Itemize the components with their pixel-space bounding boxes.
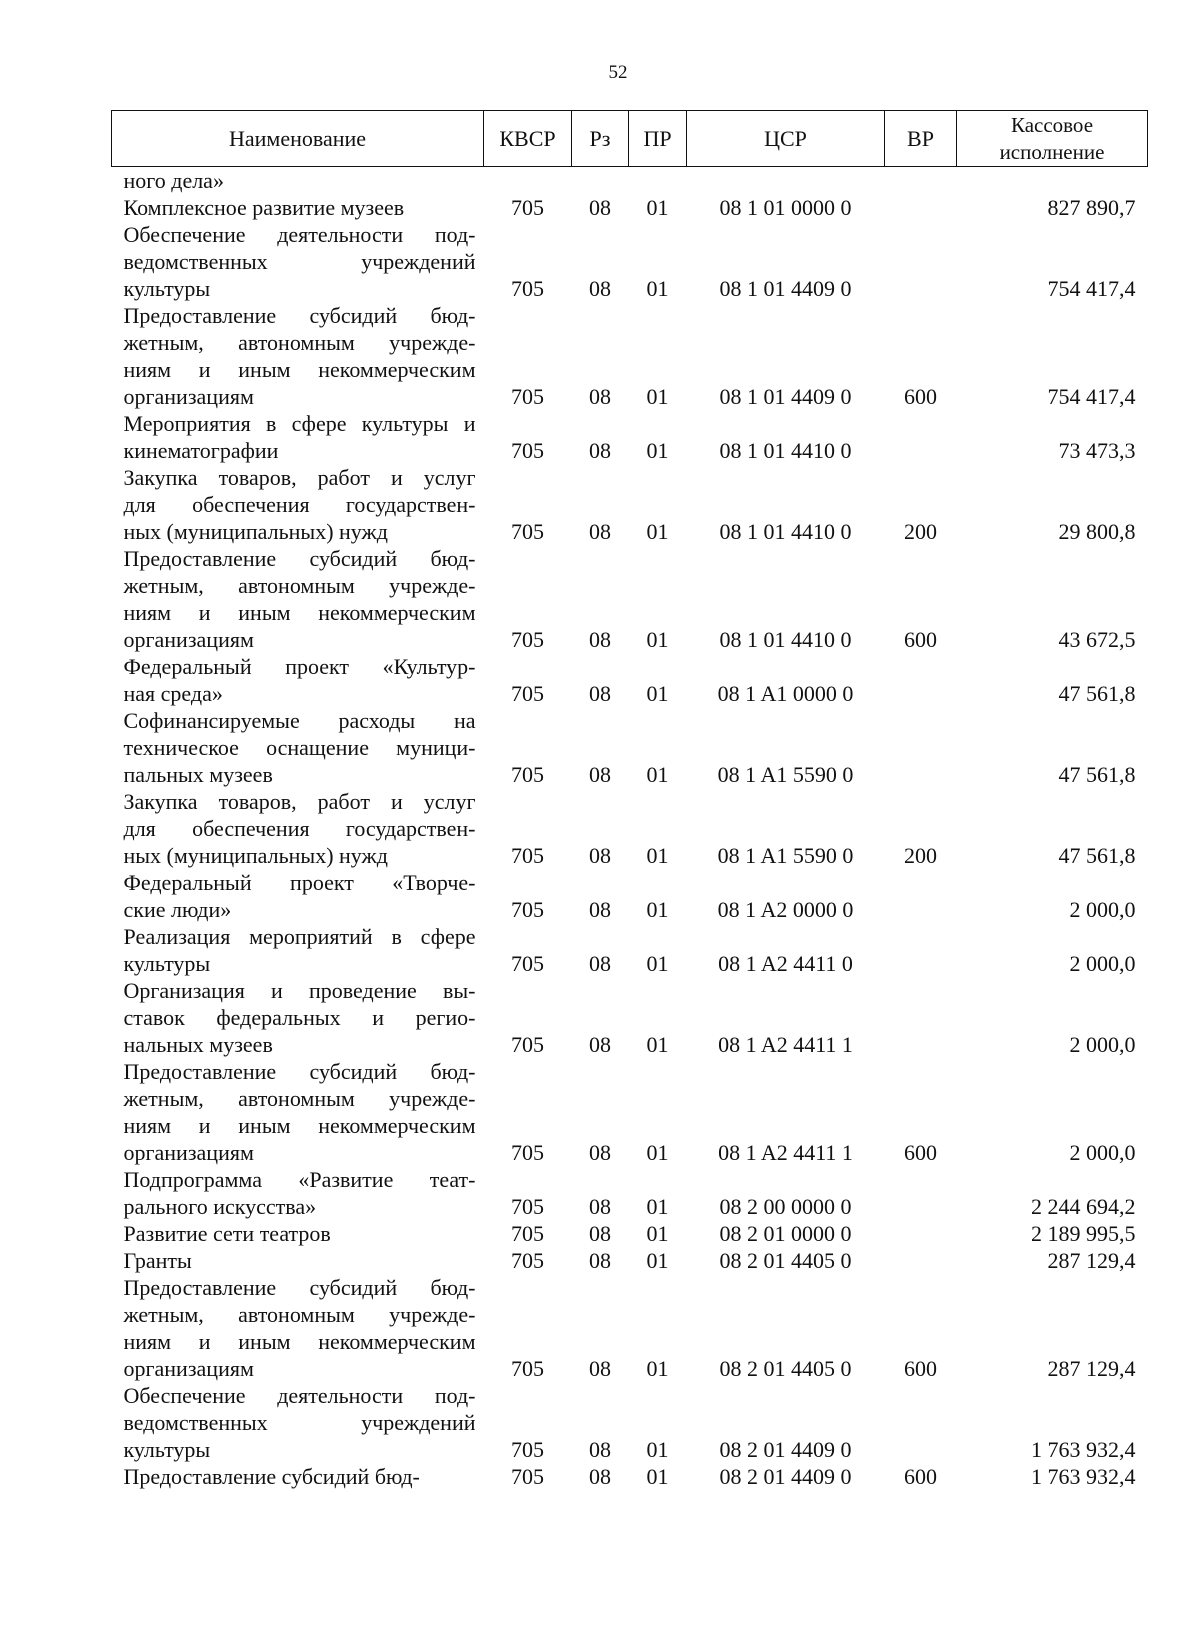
cell-name-line: Софинансируемые расходы на [123, 708, 476, 733]
cell-name [112, 977, 484, 1058]
header-name: Наименование [112, 111, 484, 167]
cell-csr: 08 1 01 4410 0 [719, 627, 852, 652]
cell-kvsr: 705 [511, 1221, 544, 1246]
cell-csr: 08 1 A1 5590 0 [717, 843, 854, 868]
cell-cash-execution: 754 417,4 [1047, 276, 1136, 301]
cell-name-line: организациям [123, 627, 254, 652]
cell-rz: 08 [589, 1248, 611, 1273]
cell-csr: 08 2 00 0000 0 [719, 1194, 852, 1219]
cell-pr: 01 [646, 438, 669, 463]
cell-rz: 08 [589, 195, 611, 220]
cell-pr: 01 [646, 1221, 669, 1246]
cell-pr: 01 [646, 1248, 669, 1273]
table-row [112, 788, 1148, 869]
cell-pr: 01 [646, 1140, 669, 1165]
cell-name-line: ниям и иным некоммерческим [123, 600, 476, 625]
cell-name-line: ных (муниципальных) нужд [123, 519, 388, 544]
cell-name-line: Федеральный проект «Культур- [123, 654, 476, 679]
cell-csr: 08 2 01 4405 0 [719, 1356, 852, 1381]
cell-csr: 08 1 A2 0000 0 [717, 897, 854, 922]
table-row [112, 464, 1148, 545]
cell-rz: 08 [589, 762, 611, 787]
cell-cash-execution: 47 561,8 [1058, 681, 1136, 706]
cell-name-line: организациям [123, 384, 254, 409]
header-rz: Рз [572, 111, 629, 167]
cell-name-line: ведомственных учреждений [123, 1410, 476, 1435]
cell-cash-execution: 754 417,4 [1047, 384, 1136, 409]
cell-cash-execution: 43 672,5 [1058, 627, 1136, 652]
cell-kvsr: 705 [511, 1032, 544, 1057]
cell-rz: 08 [589, 951, 611, 976]
cell-name [112, 1220, 484, 1247]
cell-cash-execution: 827 890,7 [1047, 195, 1136, 220]
cell-cash-execution: 287 129,4 [1047, 1356, 1136, 1381]
cell-pr: 01 [646, 195, 669, 220]
cell-rz: 08 [589, 519, 611, 544]
cell-name-line: жетным, автономным учрежде- [123, 1302, 476, 1327]
cell-rz: 08 [589, 843, 611, 868]
cell-name-line: пальных музеев [123, 762, 273, 787]
cell-name-line: ские люди» [123, 897, 232, 922]
cell-rz: 08 [589, 897, 611, 922]
cell-pr: 01 [646, 1437, 669, 1462]
cell-name-line: Предоставление субсидий бюд- [123, 303, 476, 328]
cell-csr: 08 1 A2 4411 1 [718, 1140, 853, 1165]
cell-kvsr: 705 [511, 843, 544, 868]
cell-vr [885, 410, 957, 464]
cell-kvsr: 705 [511, 384, 544, 409]
cell-csr: 08 1 01 0000 0 [719, 195, 852, 220]
cell-name-line: для обеспечения государствен- [123, 492, 476, 517]
cell-name-line: техническое оснащение муници- [123, 735, 476, 760]
cell-rz: 08 [589, 1437, 611, 1462]
table-row [112, 1463, 1148, 1490]
table-header [112, 111, 1148, 167]
cell-cash-execution: 47 561,8 [1058, 762, 1136, 787]
cell-name [112, 545, 484, 653]
cell-name-line: ведомственных учреждений [123, 249, 476, 274]
cell-cash-execution: 73 473,3 [1058, 438, 1136, 463]
cell-rz: 08 [589, 1140, 611, 1165]
cell-name [112, 923, 484, 977]
table-row [112, 923, 1148, 977]
cell-rz: 08 [589, 1464, 611, 1489]
cell-kvsr: 705 [511, 762, 544, 787]
cell-name-line: ниям и иным некоммерческим [123, 357, 476, 382]
table-row [112, 545, 1148, 653]
cell-cash-execution: 29 800,8 [1058, 519, 1136, 544]
table-row [112, 1166, 1148, 1220]
cell-vr [885, 167, 957, 195]
cell-csr: 08 2 01 4405 0 [719, 1248, 852, 1273]
cell-name [112, 410, 484, 464]
cell-name [112, 302, 484, 410]
cell-pr: 01 [646, 276, 669, 301]
cell-name [112, 869, 484, 923]
cell-vr [885, 977, 957, 1058]
cell-name-line: Развитие сети театров [123, 1221, 331, 1246]
cell-name-line: Предоставление субсидий бюд- [123, 1275, 476, 1300]
cell-name [112, 653, 484, 707]
cell-pr [629, 167, 687, 195]
cell-kvsr: 705 [511, 1140, 544, 1165]
table-row [112, 302, 1148, 410]
cell-kvsr: 705 [511, 627, 544, 652]
header-pr: ПР [629, 111, 687, 167]
cell-cash-execution: 2 000,0 [1069, 1032, 1136, 1057]
header-cash-execution [957, 111, 1148, 167]
cell-name-line: жетным, автономным учрежде- [123, 330, 476, 355]
cell-cash-execution: 287 129,4 [1047, 1248, 1136, 1273]
cell-vr: 200 [904, 519, 937, 544]
cell-pr: 01 [646, 1464, 669, 1489]
cell-name [112, 1247, 484, 1274]
table-row [112, 1247, 1148, 1274]
cell-rz [572, 167, 629, 195]
cell-csr [687, 167, 885, 195]
header-vr: ВР [885, 111, 957, 167]
header-cash-execution-line2: исполнение [999, 139, 1105, 164]
cell-cash-execution: 2 244 694,2 [1031, 1194, 1136, 1219]
cell-pr: 01 [646, 843, 669, 868]
cell-pr: 01 [646, 762, 669, 787]
cell-pr: 01 [646, 519, 669, 544]
cell-csr: 08 2 01 0000 0 [719, 1221, 852, 1246]
cell-name-line: жетным, автономным учрежде- [123, 1086, 476, 1111]
table-row [112, 707, 1148, 788]
cell-pr: 01 [646, 1356, 669, 1381]
cell-csr: 08 1 01 4409 0 [719, 276, 852, 301]
cell-vr: 600 [904, 1464, 937, 1489]
cell-name-line: ниям и иным некоммерческим [123, 1113, 476, 1138]
cell-kvsr: 705 [511, 1464, 544, 1489]
cell-name-line: Закупка товаров, работ и услуг [123, 465, 476, 490]
cell-vr: 600 [904, 1356, 937, 1381]
cell-csr: 08 1 01 4410 0 [719, 519, 852, 544]
cell-pr: 01 [646, 627, 669, 652]
header-kvsr: КВСР [484, 111, 572, 167]
cell-vr [885, 221, 957, 302]
cell-name-line: нальных музеев [123, 1032, 273, 1057]
cell-vr [885, 653, 957, 707]
table-row [112, 1382, 1148, 1463]
cell-name [112, 221, 484, 302]
table-row [112, 1274, 1148, 1382]
cell-name-line: Комплексное развитие музеев [123, 195, 405, 220]
table-row [112, 653, 1148, 707]
cell-pr: 01 [646, 384, 669, 409]
cell-pr: 01 [646, 951, 669, 976]
cell-vr: 200 [904, 843, 937, 868]
cell-vr [885, 1382, 957, 1463]
cell-vr [885, 194, 957, 221]
cell-cash-execution: 2 000,0 [1069, 1140, 1136, 1165]
cell-kvsr: 705 [511, 1356, 544, 1381]
cell-csr: 08 1 A2 4411 0 [718, 951, 853, 976]
cell-vr [885, 1166, 957, 1220]
cell-cash-execution: 2 000,0 [1069, 951, 1136, 976]
cell-rz: 08 [589, 276, 611, 301]
cell-kvsr: 705 [511, 951, 544, 976]
cell-name-line: Организация и проведение вы- [123, 978, 476, 1003]
cell-kvsr: 705 [511, 276, 544, 301]
cell-name-line: Федеральный проект «Творче- [123, 870, 476, 895]
cell-name-line: ниям и иным некоммерческим [123, 1329, 476, 1354]
cell-name [112, 1382, 484, 1463]
budget-execution-table [111, 110, 1148, 1490]
cell-cash-execution [957, 167, 1148, 195]
cell-csr: 08 1 A1 0000 0 [717, 681, 854, 706]
cell-rz: 08 [589, 438, 611, 463]
table-row [112, 221, 1148, 302]
table-row [112, 1058, 1148, 1166]
page-number: 52 [608, 62, 628, 83]
cell-cash-execution: 1 763 932,4 [1031, 1437, 1136, 1462]
header-cash-execution-line1: Кассовое [1010, 112, 1094, 137]
cell-kvsr: 705 [511, 1194, 544, 1219]
cell-name [112, 707, 484, 788]
cell-name-line: жетным, автономным учрежде- [123, 573, 476, 598]
cell-name-line: культуры [123, 276, 211, 301]
cell-name-line: Обеспечение деятельности под- [123, 1383, 476, 1408]
cell-rz: 08 [589, 1194, 611, 1219]
cell-name-line: Предоставление субсидий бюд- [123, 546, 476, 571]
cell-rz: 08 [589, 681, 611, 706]
cell-kvsr: 705 [511, 1248, 544, 1273]
cell-csr: 08 1 A2 4411 1 [718, 1032, 853, 1057]
cell-name-line: Мероприятия в сфере культуры и [123, 411, 476, 436]
cell-pr: 01 [646, 681, 669, 706]
cell-vr [885, 1220, 957, 1247]
cell-pr: 01 [646, 1194, 669, 1219]
cell-name-line: организациям [123, 1140, 254, 1165]
cell-csr: 08 1 A1 5590 0 [717, 762, 854, 787]
cell-rz: 08 [589, 1356, 611, 1381]
cell-cash-execution: 2 189 995,5 [1031, 1221, 1136, 1246]
cell-name [112, 1463, 484, 1490]
cell-name-line: рального искусства» [123, 1194, 317, 1219]
cell-rz: 08 [589, 1032, 611, 1057]
cell-kvsr: 705 [511, 1437, 544, 1462]
cell-name-line: ставок федеральных и регио- [123, 1005, 476, 1030]
cell-name [112, 1058, 484, 1166]
cell-csr: 08 2 01 4409 0 [719, 1437, 852, 1462]
cell-rz: 08 [589, 1221, 611, 1246]
cell-kvsr: 705 [511, 681, 544, 706]
cell-kvsr: 705 [511, 519, 544, 544]
cell-name-line: Предоставление субсидий бюд- [123, 1464, 420, 1489]
cell-kvsr [484, 167, 572, 195]
table-row [112, 167, 1148, 195]
cell-vr [885, 923, 957, 977]
cell-vr [885, 869, 957, 923]
table-body [112, 167, 1148, 1491]
cell-name-line: ных (муниципальных) нужд [123, 843, 388, 868]
table-row [112, 977, 1148, 1058]
cell-name-line: Предоставление субсидий бюд- [123, 1059, 476, 1084]
cell-rz: 08 [589, 384, 611, 409]
cell-vr: 600 [904, 627, 937, 652]
cell-name-line: ная среда» [123, 681, 223, 706]
cell-name-line: Гранты [123, 1248, 192, 1273]
cell-name [112, 464, 484, 545]
cell-cash-execution: 47 561,8 [1058, 843, 1136, 868]
cell-kvsr: 705 [511, 195, 544, 220]
cell-name-line: культуры [123, 951, 211, 976]
table-row [112, 1220, 1148, 1247]
cell-name-line: для обеспечения государствен- [123, 816, 476, 841]
cell-cash-execution: 2 000,0 [1069, 897, 1136, 922]
cell-name-line: Подпрограмма «Развитие теат- [123, 1167, 476, 1192]
cell-kvsr: 705 [511, 897, 544, 922]
cell-pr: 01 [646, 897, 669, 922]
cell-name [112, 1274, 484, 1382]
table-row [112, 869, 1148, 923]
table-row [112, 410, 1148, 464]
cell-name-line: Закупка товаров, работ и услуг [123, 789, 476, 814]
cell-vr [885, 707, 957, 788]
cell-cash-execution: 1 763 932,4 [1031, 1464, 1136, 1489]
cell-csr: 08 1 01 4410 0 [719, 438, 852, 463]
table-row [112, 194, 1148, 221]
cell-name [112, 788, 484, 869]
cell-name-line: культуры [123, 1437, 211, 1462]
cell-vr: 600 [904, 384, 937, 409]
cell-name-line: организациям [123, 1356, 254, 1381]
cell-vr [885, 1247, 957, 1274]
cell-name [112, 167, 484, 195]
cell-name [112, 194, 484, 221]
cell-pr: 01 [646, 1032, 669, 1057]
cell-name-line: ного дела» [123, 168, 224, 193]
cell-name-line: кинематографии [123, 438, 279, 463]
cell-name-line: Реализация мероприятий в сфере [123, 924, 476, 949]
cell-kvsr: 705 [511, 438, 544, 463]
cell-csr: 08 2 01 4409 0 [719, 1464, 852, 1489]
header-csr: ЦСР [687, 111, 885, 167]
cell-vr: 600 [904, 1140, 937, 1165]
cell-rz: 08 [589, 627, 611, 652]
cell-csr: 08 1 01 4409 0 [719, 384, 852, 409]
cell-name-line: Обеспечение деятельности под- [123, 222, 476, 247]
cell-name [112, 1166, 484, 1220]
